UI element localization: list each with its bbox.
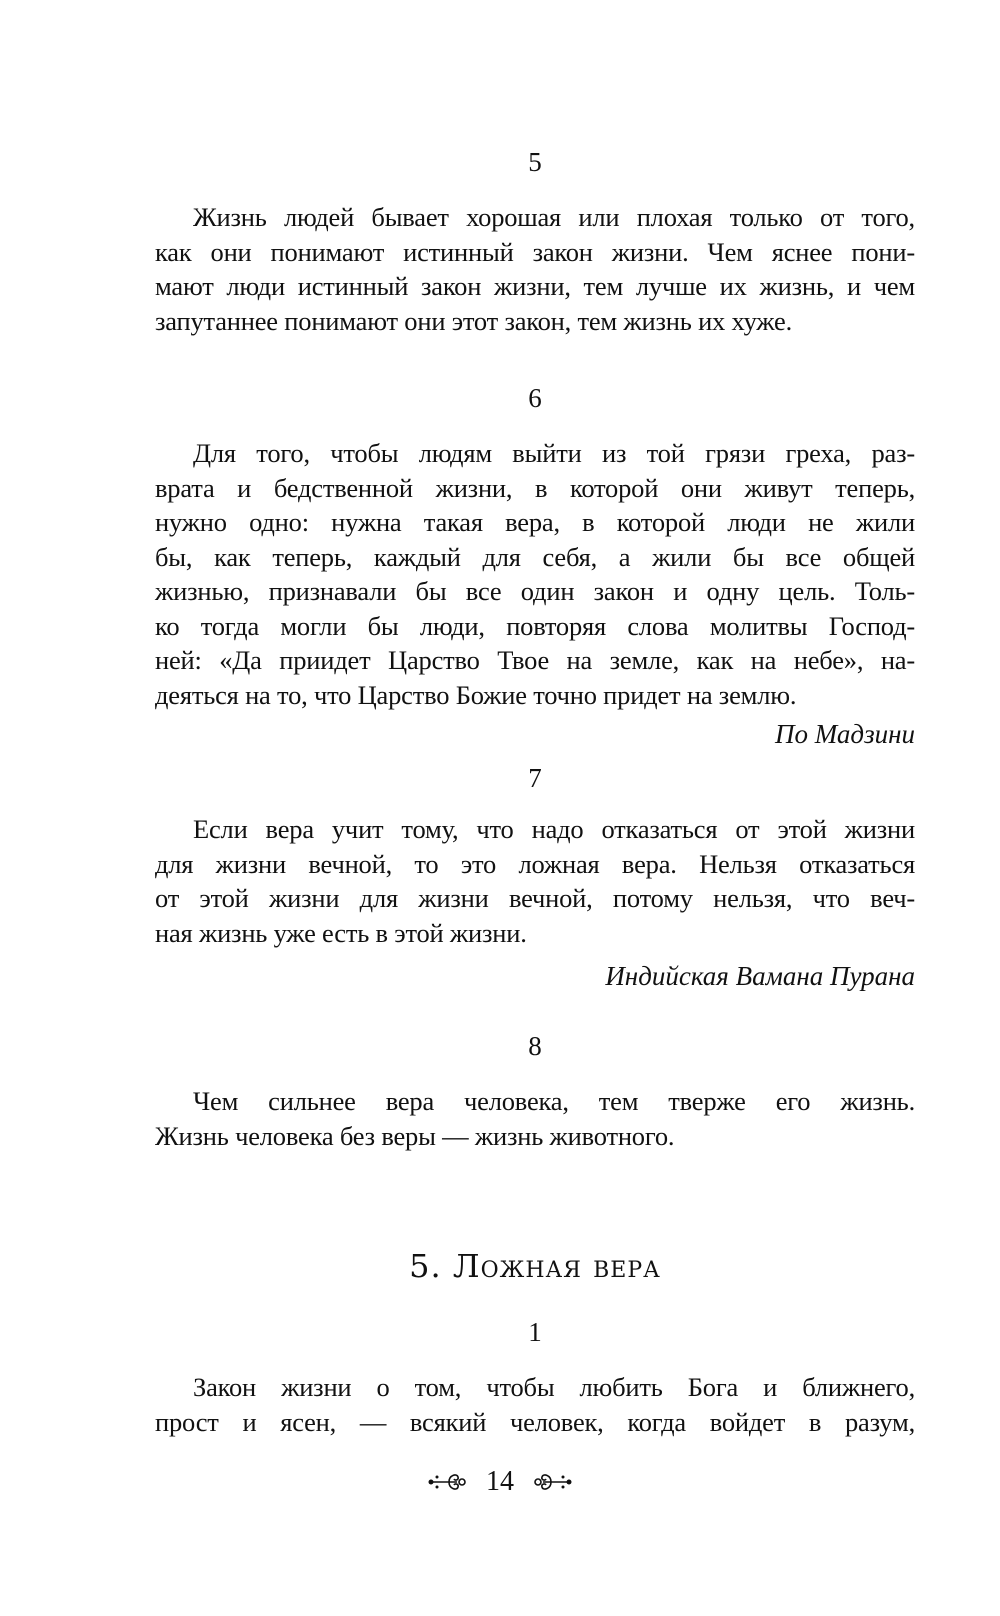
fleuron-icon	[427, 1467, 467, 1497]
page-footer	[0, 1460, 1000, 1502]
page-number: 14	[486, 1465, 514, 1497]
text-line: прост и ясен, — всякий человек, когда войдет в разум,	[155, 1406, 915, 1437]
section-number: 5	[528, 147, 542, 177]
attribution: По Мадзини	[775, 719, 915, 749]
text-line: врата и бедственной жизни, в которой они живут теперь,	[155, 472, 915, 503]
section-paragraph	[155, 200, 915, 338]
section-number: 6	[528, 383, 542, 413]
section-paragraph	[155, 812, 915, 950]
section-paragraph	[155, 436, 915, 712]
text-line: бы, как теперь, каждый для себя, а жили бы все общей	[155, 541, 915, 572]
text-line: Если вера учит тому, что надо отказаться от этой жизни	[193, 814, 915, 844]
text-line: запутаннее понимают они этот закон, тем жизнь их хуже.	[155, 305, 793, 336]
text-line: деяться на то, что Царство Божие точно придет на землю.	[155, 679, 797, 710]
text-line: как они понимают истинный закон жизни. Чем яснее пони-	[155, 236, 915, 267]
text-line: ней: «Да приидет Царство Твое на земле, как на небе», на-	[155, 645, 915, 675]
chapter-heading: 5. Ложная вера	[409, 1247, 661, 1285]
section-number: 8	[528, 1031, 542, 1061]
text-line: Для того, чтобы людям выйти из той грязи греха, раз-	[193, 438, 915, 468]
text-line: нужно одно: нужна такая вера, в которой люди не жили	[155, 507, 915, 537]
text-line: жизнью, признавали бы все один закон и одну цель. Толь-	[155, 576, 915, 606]
text-line: Жизнь человека без веры — жизнь животного.	[155, 1120, 675, 1151]
section-number: 1	[528, 1317, 542, 1347]
fleuron-icon	[533, 1467, 573, 1497]
text-line: для жизни вечной, то это ложная вера. Нельзя отказаться	[155, 848, 915, 879]
text-line: от этой жизни для жизни вечной, потому нельзя, что веч-	[155, 883, 915, 913]
section-number: 7	[528, 763, 542, 793]
text-line: ко тогда могли бы люди, повторяя слова молитвы Господ-	[155, 610, 915, 641]
section-paragraph	[155, 1370, 915, 1439]
text-line: ная жизнь уже есть в этой жизни.	[155, 917, 527, 948]
attribution: Индийская Вамана Пурана	[605, 961, 915, 991]
text-line: мают люди истинный закон жизни, тем лучше их жизнь, и чем	[155, 271, 915, 301]
text-line: Жизнь людей бывает хорошая или плохая только от того,	[193, 202, 915, 232]
section-paragraph	[155, 1084, 915, 1153]
text-line: Закон жизни о том, чтобы любить Бога и ближнего,	[193, 1372, 915, 1402]
text-line: Чем сильнее вера человека, тем тверже его жизнь.	[193, 1086, 915, 1116]
